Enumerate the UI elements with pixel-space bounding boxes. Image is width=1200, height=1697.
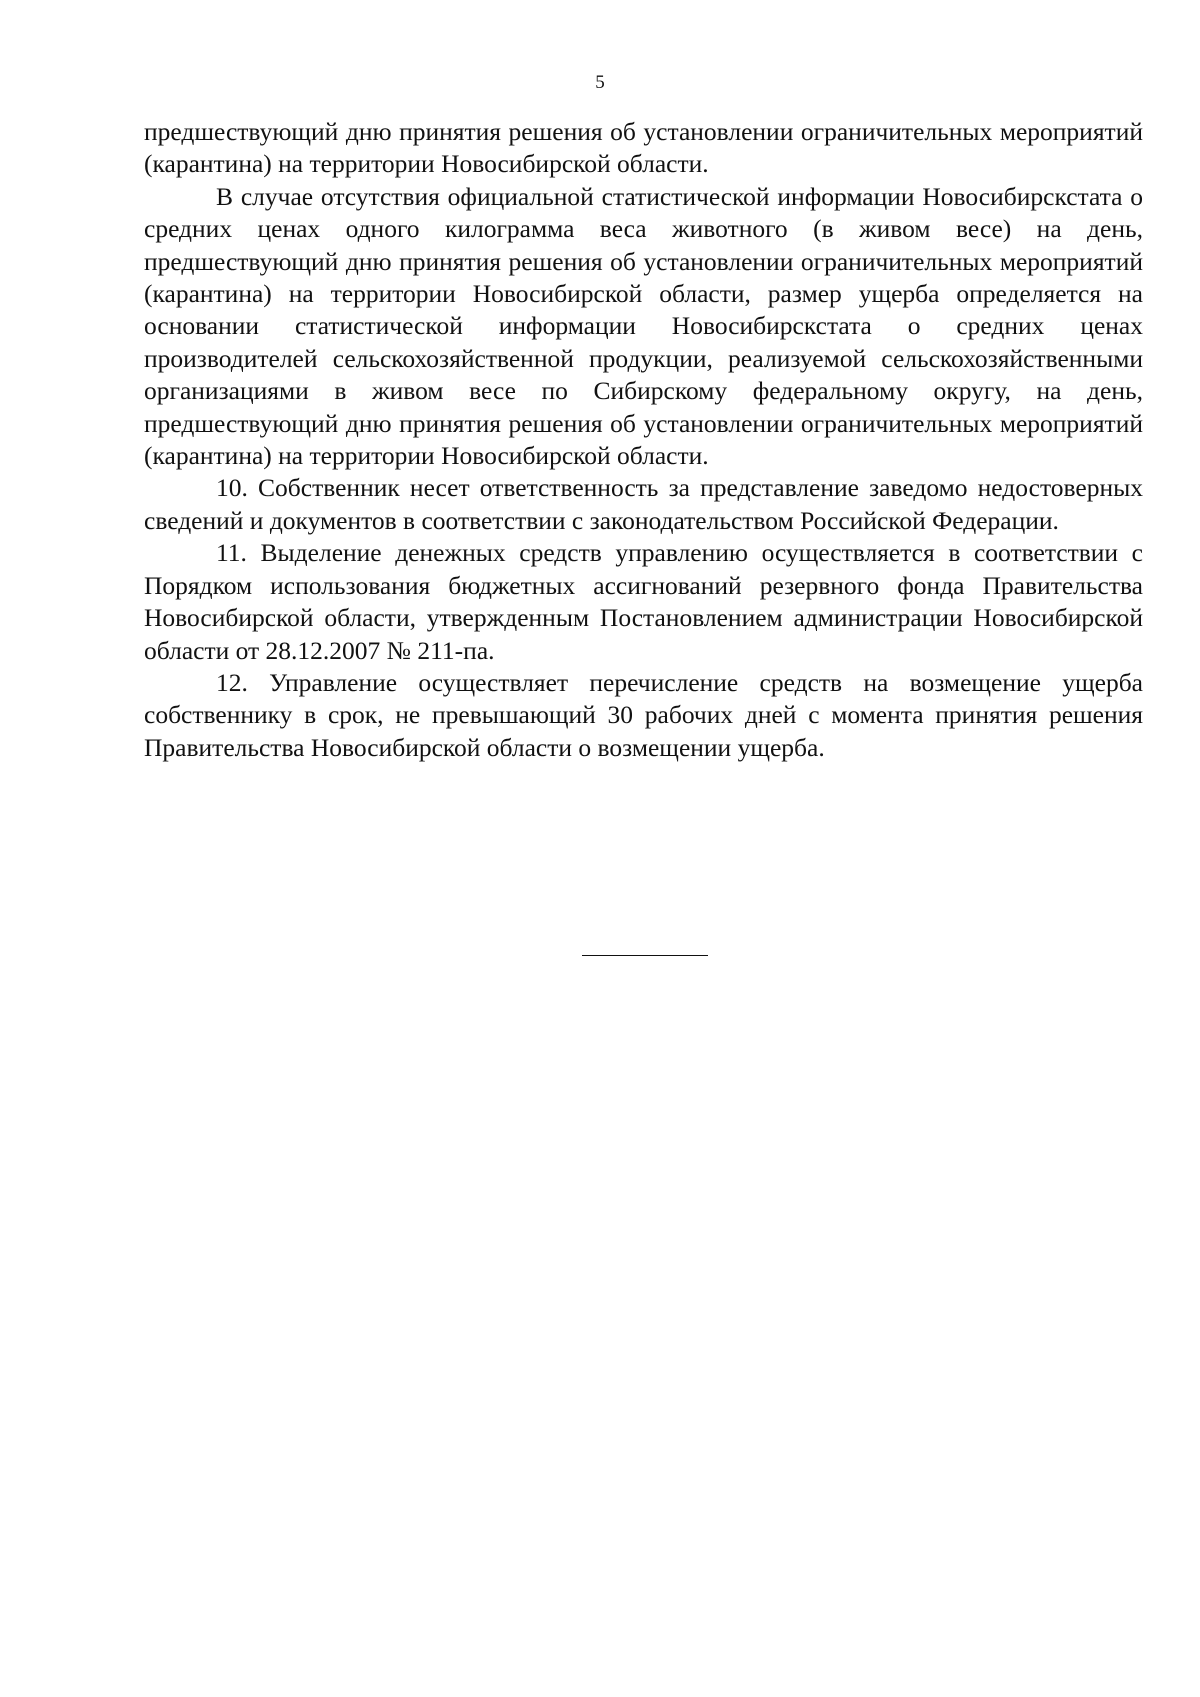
paragraph-item-10: 10. Собственник несет ответственность за представление заведомо недостоверных сведений и документов в соответствии с законодательством Российской Федерации.: [144, 473, 1143, 535]
document-body: [144, 116, 1143, 764]
end-of-document-rule: [582, 955, 708, 956]
page-number: 5: [595, 72, 605, 93]
paragraph-continuation: предшествующий дню принятия решения об установлении ограничительных мероприятий (карантина) на территории Новосибирской области.: [144, 117, 1143, 179]
paragraph-item-11: 11. Выделение денежных средств управлению осуществляется в соответствии с Порядком использования бюджетных ассигнований резервного фонда Правительства Новосибирской области, утвержденным Постановлением администрации Новосибирской области от 28.12.2007 № 211-па.: [144, 538, 1143, 665]
paragraph-missing-statistics: В случае отсутствия официальной статистической информации Новосибирскстата о средних ценах одного килограмма веса животного (в живом весе) на день, предшествующий дню принятия решения об установлении ограничительных мероприятий (карантина) на территории Новосибирской области, размер ущерба определяется на основании статистической информации Новосибирскстата о средних ценах производителей сельскохозяйственной продукции, реализуемой сельскохозяйственными организациями в живом весе по Сибирскому федеральному округу, на день, предшествующий дню принятия решения об установлении ограничительных мероприятий (карантина) на территории Новосибирской области.: [144, 181, 1143, 471]
paragraph-item-12: 12. Управление осуществляет перечисление средств на возмещение ущерба собственнику в срок, не превышающий 30 рабочих дней с момента принятия решения Правительства Новосибирской области о возмещении ущерба.: [144, 667, 1143, 762]
